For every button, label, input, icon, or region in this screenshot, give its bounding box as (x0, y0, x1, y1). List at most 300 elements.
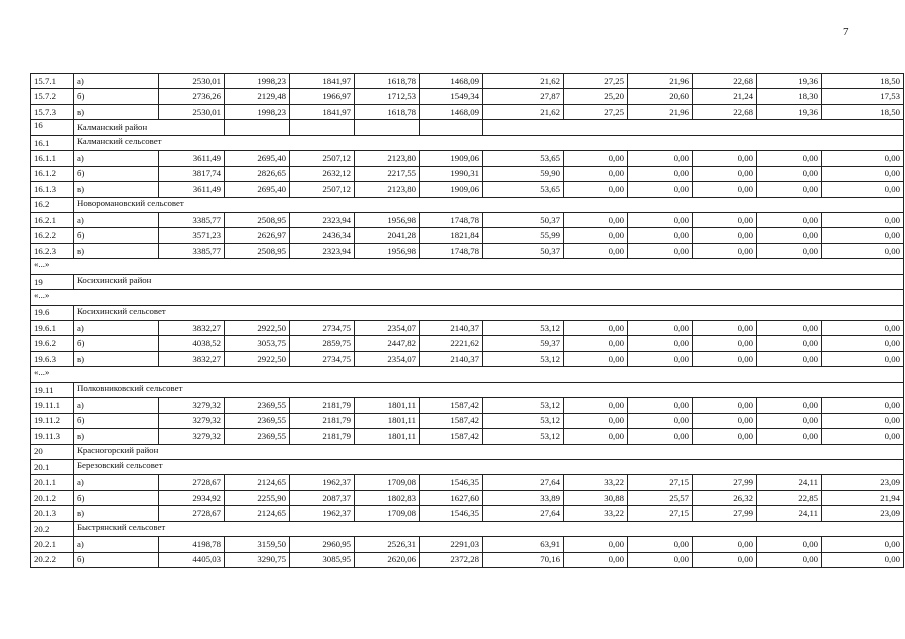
row-label: в) (74, 351, 159, 366)
value-cell: 0,00 (564, 243, 628, 258)
table-row (31, 367, 904, 382)
value-cell: 2626,97 (225, 228, 290, 243)
value-cell: 1618,78 (355, 104, 420, 119)
value-cell: 0,00 (757, 429, 822, 444)
table-row (31, 537, 904, 552)
value-cell: 0,00 (564, 228, 628, 243)
value-cell: 2695,40 (225, 151, 290, 166)
value-cell: 0,00 (628, 552, 693, 567)
row-code: 15.7.1 (31, 74, 74, 89)
value-cell: 1712,53 (355, 89, 420, 104)
value-cell: 2530,01 (159, 74, 225, 89)
value-cell: 0,00 (822, 151, 904, 166)
value-cell: 1587,42 (420, 413, 483, 428)
value-cell: 33,89 (483, 490, 564, 505)
table-row (31, 89, 904, 104)
row-code: 19.6.1 (31, 321, 74, 336)
value-cell: 1998,23 (225, 74, 290, 89)
value-cell: 2922,50 (225, 321, 290, 336)
row-code: 19.11 (31, 382, 74, 397)
value-cell: 0,00 (822, 398, 904, 413)
value-cell: 0,00 (628, 243, 693, 258)
value-cell: 2129,48 (225, 89, 290, 104)
value-cell: 27,87 (483, 89, 564, 104)
value-cell: 0,00 (628, 228, 693, 243)
value-cell: 0,00 (693, 151, 757, 166)
value-cell: 1801,11 (355, 398, 420, 413)
value-cell: 2181,79 (290, 398, 355, 413)
value-cell: 0,00 (628, 351, 693, 366)
row-code: 19.11.2 (31, 413, 74, 428)
value-cell: 18,30 (757, 89, 822, 104)
value-cell: 1909,06 (420, 151, 483, 166)
value-cell: 4198,78 (159, 537, 225, 552)
value-cell: 1998,23 (225, 104, 290, 119)
value-cell: 0,00 (628, 398, 693, 413)
value-cell: 0,00 (628, 166, 693, 181)
district-name: Калманский район (74, 120, 225, 135)
value-cell: 3817,74 (159, 166, 225, 181)
value-cell: 2140,37 (420, 351, 483, 366)
value-cell: 1618,78 (355, 74, 420, 89)
value-cell: 0,00 (564, 336, 628, 351)
table-row (31, 274, 904, 289)
table-row (31, 135, 904, 150)
value-cell: 0,00 (757, 351, 822, 366)
value-cell: 0,00 (564, 413, 628, 428)
value-cell: 21,24 (693, 89, 757, 104)
row-label: б) (74, 336, 159, 351)
row-code: 19.6 (31, 305, 74, 320)
value-cell: 2508,95 (225, 243, 290, 258)
value-cell: 4405,03 (159, 552, 225, 567)
table-row (31, 259, 904, 274)
value-cell: 2087,37 (290, 490, 355, 505)
value-cell: 2369,55 (225, 413, 290, 428)
table-row (31, 490, 904, 505)
value-cell: 0,00 (564, 151, 628, 166)
value-cell: 2508,95 (225, 212, 290, 227)
value-cell: 53,65 (483, 182, 564, 197)
table-row (31, 506, 904, 521)
row-label: в) (74, 104, 159, 119)
value-cell: 0,00 (757, 228, 822, 243)
value-cell: 0,00 (822, 413, 904, 428)
section-name: Косихинский район (74, 274, 904, 289)
row-code: 19.6.3 (31, 351, 74, 366)
value-cell: 27,25 (564, 74, 628, 89)
table-row (31, 182, 904, 197)
row-code: 19 (31, 274, 74, 289)
value-cell: 2530,01 (159, 104, 225, 119)
row-label: а) (74, 398, 159, 413)
row-label: а) (74, 475, 159, 490)
empty-cell (225, 120, 290, 135)
value-cell: 0,00 (822, 321, 904, 336)
row-label: б) (74, 228, 159, 243)
value-cell: 0,00 (628, 413, 693, 428)
value-cell: 24,11 (757, 506, 822, 521)
value-cell: 0,00 (822, 351, 904, 366)
value-cell: 0,00 (628, 212, 693, 227)
value-cell: 53,12 (483, 413, 564, 428)
row-code: 20.1 (31, 459, 74, 474)
value-cell: 1546,35 (420, 475, 483, 490)
value-cell: 3279,32 (159, 429, 225, 444)
value-cell: 0,00 (822, 537, 904, 552)
value-cell: 0,00 (693, 321, 757, 336)
value-cell: 20,60 (628, 89, 693, 104)
row-code: 16.1.3 (31, 182, 74, 197)
value-cell: 1468,09 (420, 74, 483, 89)
table-row (31, 151, 904, 166)
value-cell: 23,09 (822, 475, 904, 490)
value-cell: 3832,27 (159, 351, 225, 366)
row-code: 16.1 (31, 135, 74, 150)
value-cell: 0,00 (693, 166, 757, 181)
row-label: а) (74, 537, 159, 552)
value-cell: 0,00 (822, 166, 904, 181)
value-cell: 25,20 (564, 89, 628, 104)
value-cell: 0,00 (757, 212, 822, 227)
value-cell: 1909,06 (420, 182, 483, 197)
table-row (31, 475, 904, 490)
value-cell: 0,00 (628, 182, 693, 197)
value-cell: 21,62 (483, 74, 564, 89)
value-cell: 2826,65 (225, 166, 290, 181)
value-cell: 2354,07 (355, 321, 420, 336)
value-cell: 0,00 (628, 321, 693, 336)
row-label: б) (74, 89, 159, 104)
value-cell: 0,00 (564, 429, 628, 444)
row-code: 20.2.1 (31, 537, 74, 552)
row-label: а) (74, 212, 159, 227)
value-cell: 1709,08 (355, 506, 420, 521)
value-cell: 3053,75 (225, 336, 290, 351)
value-cell: 1962,37 (290, 475, 355, 490)
value-cell: 23,09 (822, 506, 904, 521)
value-cell: 2728,67 (159, 475, 225, 490)
table-row (31, 74, 904, 89)
value-cell: 1966,97 (290, 89, 355, 104)
value-cell: 63,91 (483, 537, 564, 552)
value-cell: 2736,26 (159, 89, 225, 104)
value-cell: 2123,80 (355, 182, 420, 197)
value-cell: 2369,55 (225, 429, 290, 444)
value-cell: 27,15 (628, 475, 693, 490)
value-cell: 2323,94 (290, 243, 355, 258)
page-number: 7 (843, 26, 849, 38)
row-code: 16 (31, 120, 74, 135)
value-cell: 0,00 (628, 537, 693, 552)
value-cell: 2436,34 (290, 228, 355, 243)
value-cell: 0,00 (693, 413, 757, 428)
value-cell: 2123,80 (355, 151, 420, 166)
section-name: Новоромановский сельсовет (74, 197, 904, 212)
value-cell: 21,96 (628, 104, 693, 119)
value-cell: 0,00 (564, 321, 628, 336)
value-cell: 21,94 (822, 490, 904, 505)
row-code: 16.2 (31, 197, 74, 212)
row-label: б) (74, 490, 159, 505)
table-row (31, 197, 904, 212)
value-cell: 50,37 (483, 243, 564, 258)
value-cell: 3290,75 (225, 552, 290, 567)
value-cell: 1841,97 (290, 104, 355, 119)
value-cell: 2181,79 (290, 413, 355, 428)
value-cell: 2734,75 (290, 321, 355, 336)
table-row (31, 228, 904, 243)
value-cell: 25,57 (628, 490, 693, 505)
value-cell: 59,90 (483, 166, 564, 181)
row-label: в) (74, 506, 159, 521)
empty-cell (420, 120, 483, 135)
value-cell: 3385,77 (159, 243, 225, 258)
value-cell: 2323,94 (290, 212, 355, 227)
value-cell: 21,96 (628, 74, 693, 89)
value-cell: 2140,37 (420, 321, 483, 336)
value-cell: 50,37 (483, 212, 564, 227)
value-cell: 1587,42 (420, 398, 483, 413)
row-label: б) (74, 166, 159, 181)
value-cell: 0,00 (693, 429, 757, 444)
table-row (31, 459, 904, 474)
value-cell: 0,00 (693, 552, 757, 567)
row-code: 16.1.2 (31, 166, 74, 181)
value-cell: 0,00 (757, 398, 822, 413)
table-row (31, 336, 904, 351)
value-cell: 53,65 (483, 151, 564, 166)
value-cell: 2181,79 (290, 429, 355, 444)
value-cell: 2526,31 (355, 537, 420, 552)
section-name: Быстрянский сельсовет (74, 521, 904, 536)
value-cell: 2221,62 (420, 336, 483, 351)
row-code: 20.1.1 (31, 475, 74, 490)
value-cell: 2859,75 (290, 336, 355, 351)
table-row (31, 243, 904, 258)
value-cell: 22,68 (693, 74, 757, 89)
value-cell: 27,64 (483, 475, 564, 490)
value-cell: 3085,95 (290, 552, 355, 567)
table-row (31, 351, 904, 366)
value-cell: 26,32 (693, 490, 757, 505)
value-cell: 59,37 (483, 336, 564, 351)
table-row (31, 290, 904, 305)
value-cell: 55,99 (483, 228, 564, 243)
row-code: 15.7.3 (31, 104, 74, 119)
value-cell: 27,64 (483, 506, 564, 521)
row-label: а) (74, 74, 159, 89)
value-cell: 2620,06 (355, 552, 420, 567)
value-cell: 0,00 (693, 537, 757, 552)
table-row (31, 521, 904, 536)
value-cell: 2734,75 (290, 351, 355, 366)
value-cell: 24,11 (757, 475, 822, 490)
value-cell: 33,22 (564, 475, 628, 490)
value-cell: 53,12 (483, 398, 564, 413)
value-cell: 0,00 (564, 552, 628, 567)
value-cell: 3279,32 (159, 398, 225, 413)
value-cell: 53,12 (483, 429, 564, 444)
value-cell: 53,12 (483, 321, 564, 336)
value-cell: 22,85 (757, 490, 822, 505)
value-cell: 4038,52 (159, 336, 225, 351)
value-cell: 19,36 (757, 104, 822, 119)
row-label: б) (74, 552, 159, 567)
section-name: Березовский сельсовет (74, 459, 904, 474)
value-cell: 0,00 (564, 398, 628, 413)
ellipsis-row: «...» (31, 259, 904, 274)
value-cell: 0,00 (822, 228, 904, 243)
value-cell: 0,00 (693, 351, 757, 366)
row-code: 16.2.3 (31, 243, 74, 258)
value-cell: 0,00 (693, 398, 757, 413)
value-cell: 22,68 (693, 104, 757, 119)
value-cell: 33,22 (564, 506, 628, 521)
value-cell: 3159,50 (225, 537, 290, 552)
value-cell: 2217,55 (355, 166, 420, 181)
value-cell: 1956,98 (355, 243, 420, 258)
value-cell: 0,00 (822, 429, 904, 444)
value-cell: 0,00 (564, 537, 628, 552)
value-cell: 18,50 (822, 74, 904, 89)
ellipsis-row: «...» (31, 367, 904, 382)
value-cell: 3832,27 (159, 321, 225, 336)
row-code: 19.11.3 (31, 429, 74, 444)
value-cell: 27,15 (628, 506, 693, 521)
section-name: Полковниковский сельсовет (74, 382, 904, 397)
table-row (31, 552, 904, 567)
row-code: 16.2.1 (31, 212, 74, 227)
row-label: в) (74, 429, 159, 444)
value-cell: 0,00 (757, 413, 822, 428)
value-cell: 30,88 (564, 490, 628, 505)
value-cell: 3279,32 (159, 413, 225, 428)
value-cell: 0,00 (822, 552, 904, 567)
value-cell: 1468,09 (420, 104, 483, 119)
value-cell: 2369,55 (225, 398, 290, 413)
value-cell: 0,00 (564, 351, 628, 366)
value-cell: 1587,42 (420, 429, 483, 444)
empty-cell (483, 120, 904, 135)
tariff-table (30, 73, 904, 568)
value-cell: 2632,12 (290, 166, 355, 181)
table-row (31, 212, 904, 227)
row-label: в) (74, 182, 159, 197)
ellipsis-row: «...» (31, 290, 904, 305)
value-cell: 1748,78 (420, 243, 483, 258)
empty-cell (290, 120, 355, 135)
value-cell: 18,50 (822, 104, 904, 119)
value-cell: 1990,31 (420, 166, 483, 181)
value-cell: 2934,92 (159, 490, 225, 505)
section-name: Калманский сельсовет (74, 135, 904, 150)
value-cell: 2291,03 (420, 537, 483, 552)
row-code: 16.2.2 (31, 228, 74, 243)
row-label: а) (74, 151, 159, 166)
value-cell: 3611,49 (159, 182, 225, 197)
row-code: 20.1.2 (31, 490, 74, 505)
value-cell: 0,00 (693, 243, 757, 258)
value-cell: 2447,82 (355, 336, 420, 351)
row-code: 16.1.1 (31, 151, 74, 166)
row-code: 19.11.1 (31, 398, 74, 413)
value-cell: 0,00 (757, 321, 822, 336)
value-cell: 1549,34 (420, 89, 483, 104)
value-cell: 0,00 (757, 243, 822, 258)
value-cell: 2695,40 (225, 182, 290, 197)
value-cell: 0,00 (693, 182, 757, 197)
row-code: 20.2 (31, 521, 74, 536)
table-row (31, 305, 904, 320)
value-cell: 1956,98 (355, 212, 420, 227)
row-code: 15.7.2 (31, 89, 74, 104)
value-cell: 0,00 (628, 336, 693, 351)
value-cell: 1841,97 (290, 74, 355, 89)
row-code: 20.2.2 (31, 552, 74, 567)
table-row (31, 413, 904, 428)
table-row (31, 398, 904, 413)
value-cell: 19,36 (757, 74, 822, 89)
value-cell: 1709,08 (355, 475, 420, 490)
value-cell: 0,00 (564, 182, 628, 197)
empty-cell (355, 120, 420, 135)
value-cell: 1802,83 (355, 490, 420, 505)
row-label: б) (74, 413, 159, 428)
value-cell: 0,00 (757, 552, 822, 567)
table-row (31, 321, 904, 336)
value-cell: 2960,95 (290, 537, 355, 552)
value-cell: 2372,28 (420, 552, 483, 567)
value-cell: 2922,50 (225, 351, 290, 366)
value-cell: 0,00 (822, 336, 904, 351)
value-cell: 2124,65 (225, 506, 290, 521)
value-cell: 0,00 (757, 537, 822, 552)
value-cell: 3571,23 (159, 228, 225, 243)
value-cell: 0,00 (628, 151, 693, 166)
value-cell: 1801,11 (355, 413, 420, 428)
value-cell: 1801,11 (355, 429, 420, 444)
value-cell: 1546,35 (420, 506, 483, 521)
value-cell: 27,25 (564, 104, 628, 119)
table-row (31, 382, 904, 397)
section-name: Красногорский район (74, 444, 904, 459)
value-cell: 1627,60 (420, 490, 483, 505)
value-cell: 2255,90 (225, 490, 290, 505)
table-row (31, 120, 904, 135)
value-cell: 0,00 (757, 336, 822, 351)
value-cell: 0,00 (564, 212, 628, 227)
value-cell: 0,00 (822, 212, 904, 227)
row-code: 20 (31, 444, 74, 459)
value-cell: 2728,67 (159, 506, 225, 521)
value-cell: 0,00 (693, 228, 757, 243)
row-label: а) (74, 321, 159, 336)
value-cell: 53,12 (483, 351, 564, 366)
row-label: в) (74, 243, 159, 258)
value-cell: 0,00 (757, 166, 822, 181)
row-code: 19.6.2 (31, 336, 74, 351)
section-name: Косихинский сельсовет (74, 305, 904, 320)
table-row (31, 429, 904, 444)
value-cell: 0,00 (822, 243, 904, 258)
value-cell: 2041,28 (355, 228, 420, 243)
table-row (31, 444, 904, 459)
value-cell: 27,99 (693, 475, 757, 490)
value-cell: 0,00 (693, 212, 757, 227)
value-cell: 3385,77 (159, 212, 225, 227)
value-cell: 0,00 (628, 429, 693, 444)
